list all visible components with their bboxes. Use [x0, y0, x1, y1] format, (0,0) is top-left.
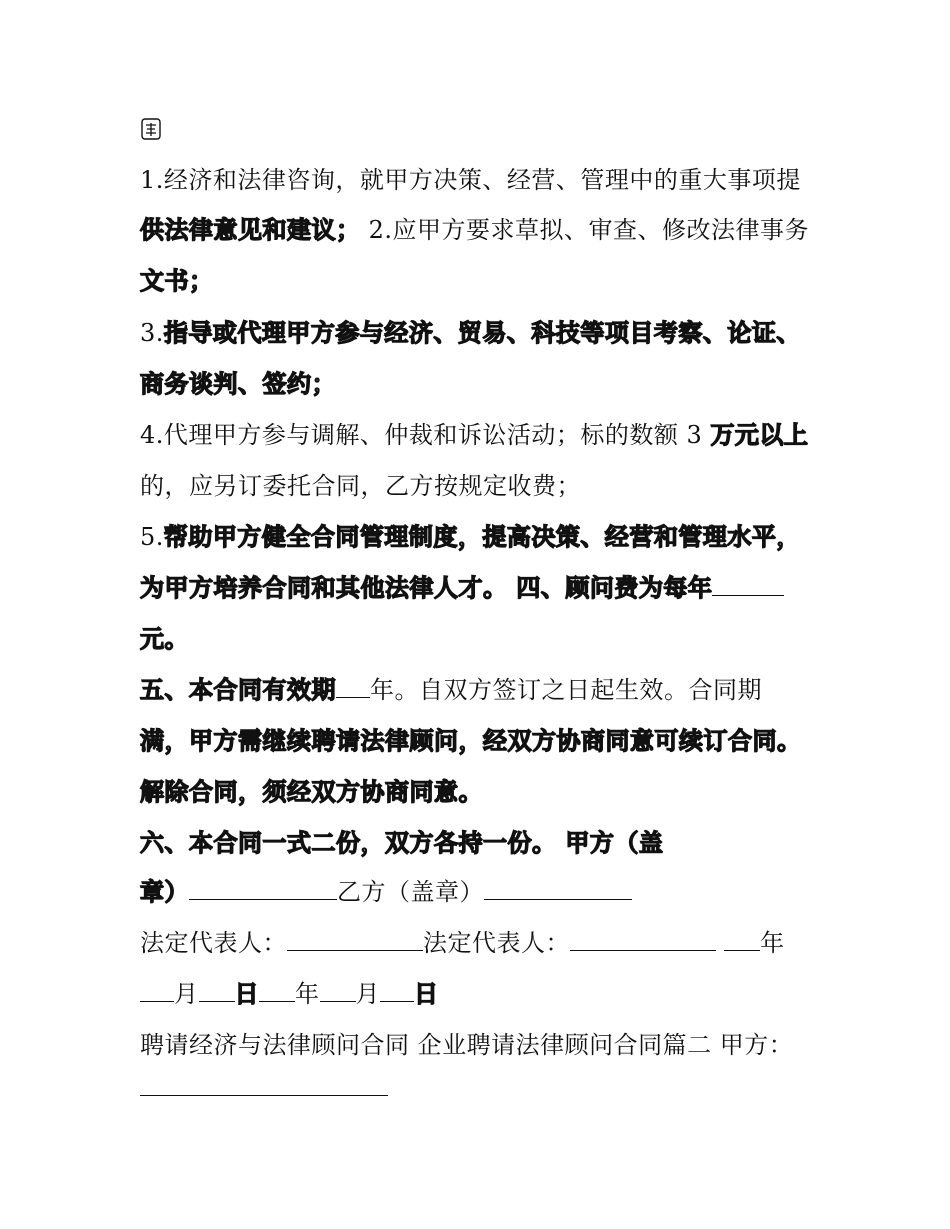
seal-line: [140, 872, 632, 912]
clause-4-tail: 的，应另订委托合同，乙方按规定收费；: [140, 472, 581, 500]
clause-5-cont: [140, 568, 784, 608]
party-b-year-label: 年: [295, 980, 320, 1008]
term-years-blank[interactable]: [336, 671, 370, 698]
copies-text: 六、本合同一式二份，双方各持一份。 甲方（盖: [140, 829, 664, 857]
party-a-month-label: 月: [174, 980, 199, 1008]
party-a-rep-label: 法定代表人：: [140, 929, 287, 957]
clause-1: [140, 160, 801, 200]
clause-5-tail-and-fee: 为甲方培养合同和其他法律人才。 四、顾问费为每年: [140, 574, 713, 602]
clause-1-text: 1.经济和法律咨询，就甲方决策、经营、管理中的重大事项提: [140, 166, 801, 194]
clause-4-amount: 万元以上: [710, 421, 809, 449]
clause-1-cont: [140, 210, 809, 250]
clause-3-text: 指导或代理甲方参与经济、贸易、科技等项目考察、论证、: [163, 319, 801, 347]
clause-4: [140, 415, 808, 455]
party-b-month-blank[interactable]: [320, 975, 356, 1002]
party-a-day-label: 日: [234, 980, 259, 1008]
party-b-month-label: 月: [355, 980, 380, 1008]
party-a-year-label: 年: [760, 929, 785, 957]
clause-4-text: 4.代理甲方参与调解、仲裁和诉讼活动；标的数额 3: [140, 421, 711, 449]
clause-2-tail: 文书；: [140, 267, 214, 295]
term-clause-text: 年。自双方签订之日起生效。合同期: [370, 676, 762, 704]
term-clause: [140, 670, 762, 710]
party-b-day-label: 日: [414, 980, 439, 1008]
next-contract-heading: [140, 1025, 793, 1065]
clause-3: [140, 313, 801, 353]
party-b-seal-blank[interactable]: [484, 873, 632, 900]
party-b-rep-blank[interactable]: [570, 924, 716, 951]
party-a-name-line: [140, 1068, 388, 1108]
representative-line: [140, 923, 785, 963]
clause-5: [140, 517, 801, 557]
party-b-year-blank[interactable]: [259, 975, 295, 1002]
party-a-seal-label: 章）: [140, 878, 189, 906]
party-b-day-blank[interactable]: [380, 975, 414, 1002]
party-a-rep-blank[interactable]: [287, 924, 423, 951]
clause-5-number: 5.: [140, 523, 164, 551]
party-a-seal-blank[interactable]: [189, 873, 337, 900]
party-a-month-blank[interactable]: [140, 975, 174, 1002]
next-contract-title: 聘请经济与法律顾问合同 企业聘请法律顾问合同篇二 甲方：: [140, 1031, 794, 1059]
party-b-seal-label: 乙方（盖章）: [337, 878, 484, 906]
party-a-name-blank[interactable]: [140, 1069, 388, 1096]
clause-1-tail: 供法律意见和建议；: [140, 216, 361, 244]
clause-4-cont: [140, 466, 581, 506]
clause-2-text: 2.应甲方要求草拟、审查、修改法律事务: [360, 216, 810, 244]
copies-clause: [140, 823, 663, 863]
clause-3-cont: [140, 364, 336, 404]
clause-3-tail: 商务谈判、签约；: [140, 370, 336, 398]
clause-5-text: 帮助甲方健全合同管理制度，提高决策、经营和管理水平，: [163, 523, 801, 551]
boxed-character-icon: [141, 118, 161, 140]
termination-clause: [140, 772, 483, 812]
party-b-rep-label: 法定代表人：: [423, 929, 570, 957]
date-line: [140, 974, 439, 1014]
annual-fee-blank[interactable]: [712, 569, 784, 596]
term-clause-cont: [140, 721, 802, 761]
renewal-text: 满，甲方需继续聘请法律顾问，经双方协商同意可续订合同。: [140, 727, 802, 755]
fee-unit-text: 元。: [140, 625, 189, 653]
fee-unit: [140, 619, 189, 659]
party-a-day-blank[interactable]: [199, 975, 235, 1002]
clause-3-number: 3.: [140, 319, 164, 347]
clause-2-cont: [140, 261, 214, 301]
party-a-year-blank[interactable]: [724, 924, 760, 951]
term-clause-head: 五、本合同有效期: [140, 676, 336, 704]
termination-text: 解除合同，须经双方协商同意。: [140, 778, 483, 806]
